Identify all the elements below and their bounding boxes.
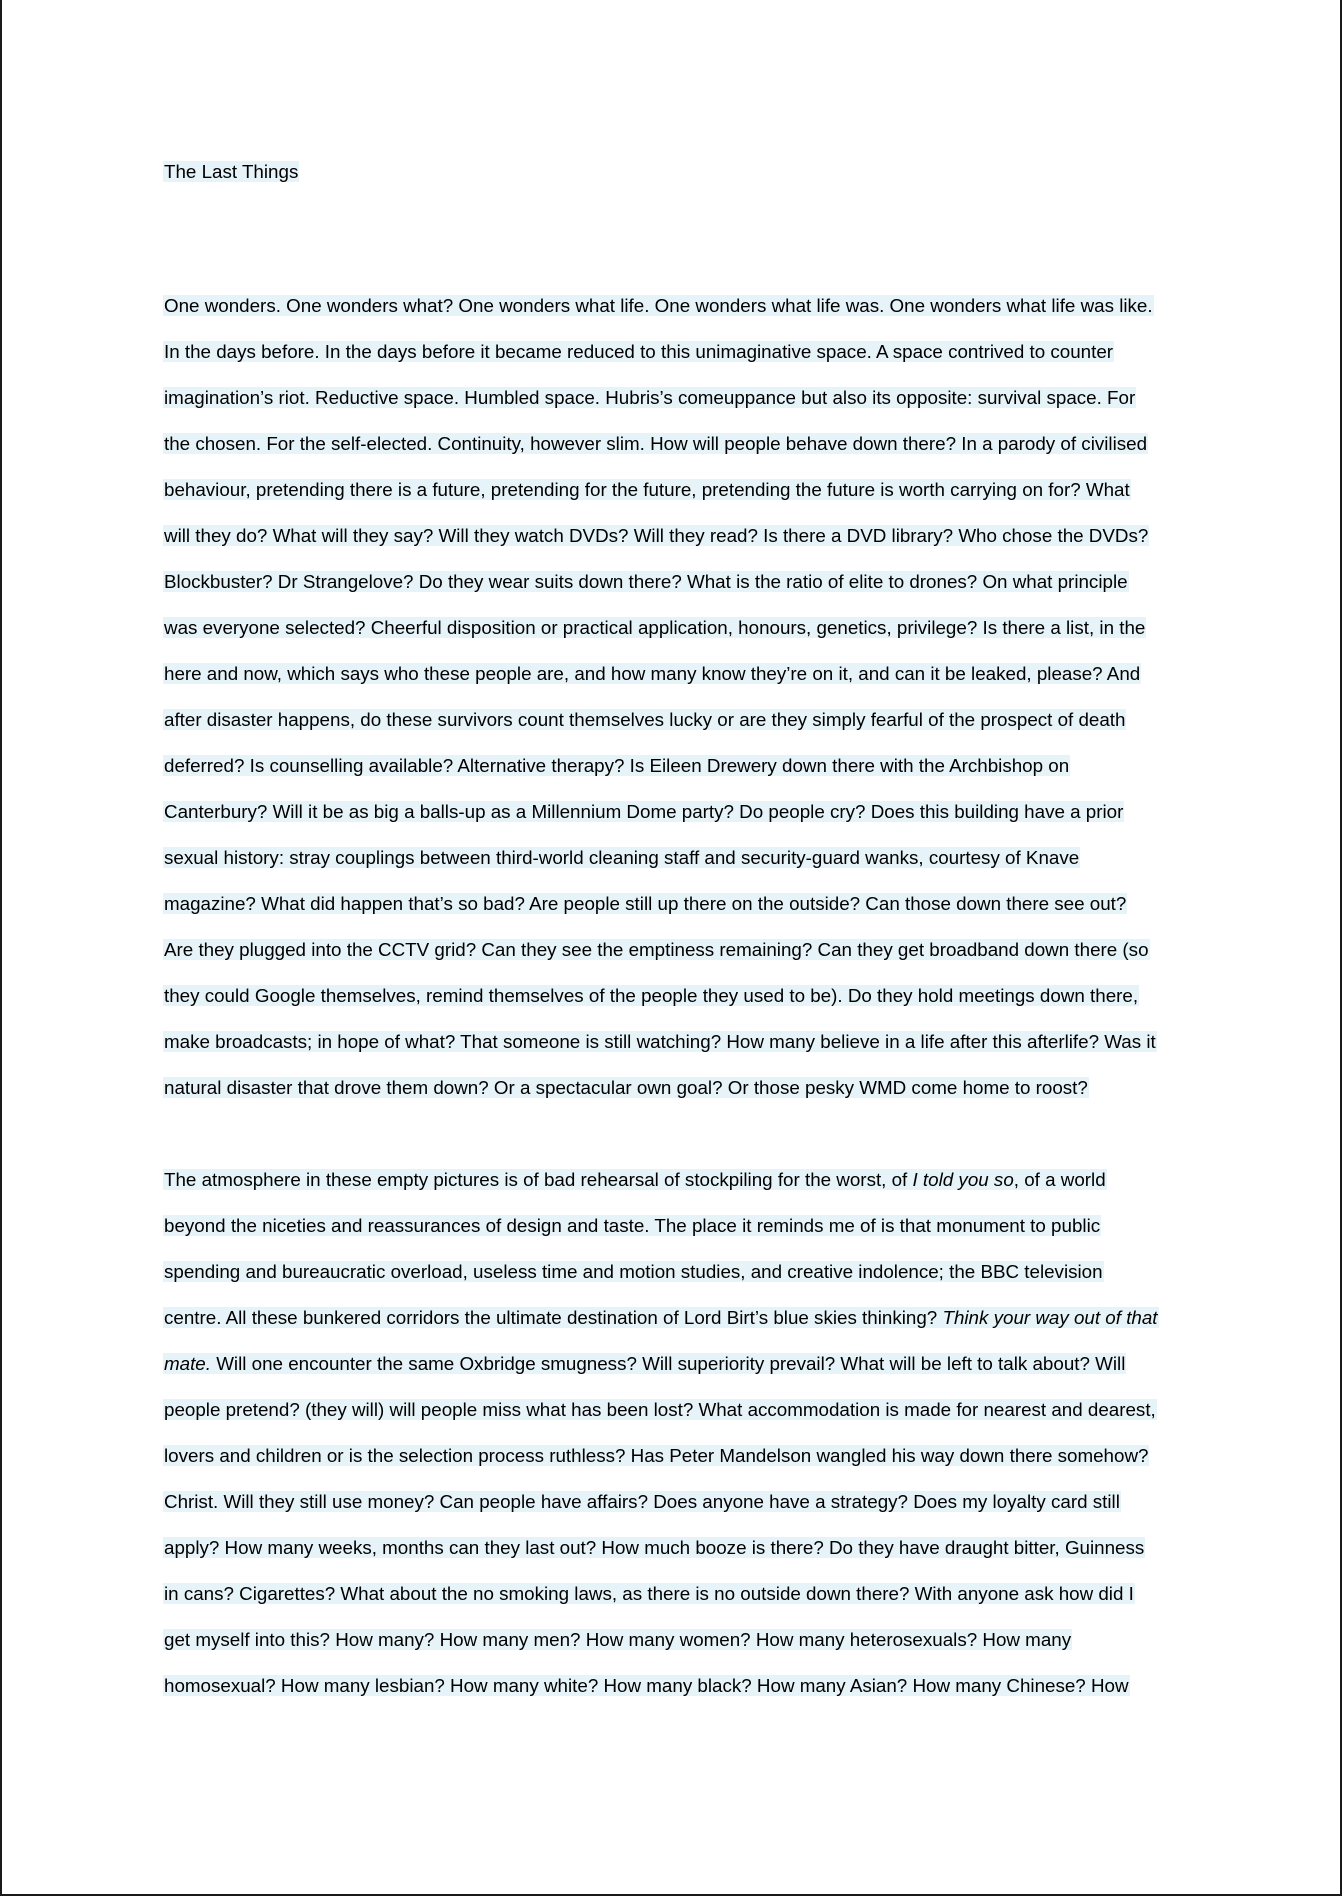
text-line [163,1672,1193,1718]
text-line [163,982,1193,1028]
text-line [163,1580,1193,1626]
line-text: lovers and children or is the selection process ruthless? Has Peter Mandelson wangled his way down there somehow? [164,1445,1149,1466]
line-text: sexual history: stray couplings between third-world cleaning staff and security-guard wanks, courtesy of Knave [164,847,1080,868]
line-text: here and now, which says who these people are, and how many know they’re on it, and can it be leaked, please? And [164,663,1141,684]
line-text: apply? How many weeks, months can they last out? How much booze is there? Do they have draught bitter, Guinness [164,1537,1145,1558]
line-text: deferred? Is counselling available? Alternative therapy? Is Eileen Drewery down there with the Archbishop on [164,755,1070,776]
line-text: they could Google themselves, remind themselves of the people they used to be). Do they hold meetings down there, [164,985,1139,1006]
text-run: centre. All these bunkered corridors the ultimate destination of Lord Birt’s blue skies thinking? [164,1307,943,1328]
document-title [163,158,299,186]
line-text: magazine? What did happen that’s so bad? Are people still up there on the outside? Can those down there see out? [164,893,1127,914]
text-line [163,1028,1193,1074]
title-text: The Last Things [164,161,299,182]
line-text: the chosen. For the self-elected. Continuity, however slim. How will people behave down there? In a parody of civilised [164,433,1148,454]
text-line [163,1258,1193,1304]
text-line [163,890,1193,936]
text-line [163,1442,1193,1488]
line-text: One wonders. One wonders what? One wonders what life. One wonders what life was. One wonders what life was like. [164,295,1153,316]
italic-text-run: mate. [164,1353,211,1374]
text-line [163,844,1193,890]
text-line [163,338,1193,384]
line-text: make broadcasts; in hope of what? That someone is still watching? How many believe in a life after this afterlife? Was it [164,1031,1156,1052]
line-text [163,1169,1107,1190]
line-text: In the days before. In the days before it became reduced to this unimaginative space. A space contrived to counter [164,341,1114,362]
text-run: Will one encounter the same Oxbridge smugness? Will superiority prevail? What will be left to talk about? Will [210,1353,1126,1374]
text-line [163,1304,1193,1350]
text-line [163,1166,1193,1212]
text-line [163,660,1193,706]
text-line [163,798,1193,844]
line-text [163,1307,1159,1328]
text-line [163,568,1193,614]
text-line [163,752,1193,798]
line-text: people pretend? (they will) will people miss what has been lost? What accommodation is made for nearest and dearest, [164,1399,1156,1420]
line-text: spending and bureaucratic overload, useless time and motion studies, and creative indolence; the BBC television [164,1261,1103,1282]
text-line [163,1350,1193,1396]
text-line [163,522,1193,568]
text-run: The atmosphere in these empty pictures is of bad rehearsal of stockpiling for the worst, of [164,1169,913,1190]
line-text: behaviour, pretending there is a future, pretending for the future, pretending the future is worth carrying on for? What [164,479,1130,500]
paragraph-2 [163,1166,1193,1718]
text-line [163,936,1193,982]
text-line [163,1396,1193,1442]
line-text: imagination’s riot. Reductive space. Humbled space. Hubris’s comeuppance but also its opposite: survival space. For [164,387,1136,408]
line-text: get myself into this? How many? How many men? How many women? How many heterosexuals? How many [164,1629,1072,1650]
line-text: homosexual? How many lesbian? How many white? How many black? How many Asian? How many Chinese? How [164,1675,1129,1696]
text-run: , of a world [1013,1169,1106,1190]
text-line [163,1626,1193,1672]
line-text: Canterbury? Will it be as big a balls-up as a Millennium Dome party? Do people cry? Does this building have a prior [164,801,1124,822]
text-line [163,1212,1193,1258]
italic-text-run: I told you so [912,1169,1014,1190]
line-text: will they do? What will they say? Will they watch DVDs? Will they read? Is there a DVD library? Who chose the DVDs? [164,525,1149,546]
text-line [163,430,1193,476]
line-text: Christ. Will they still use money? Can people have affairs? Does anyone have a strategy? Does my loyalty card still [164,1491,1120,1512]
paragraph-1 [163,292,1193,1120]
line-text: beyond the niceties and reassurances of design and taste. The place it reminds me of is that monument to public [164,1215,1101,1236]
text-line [163,292,1193,338]
text-line [163,1074,1193,1120]
text-line [163,614,1193,660]
line-text: in cans? Cigarettes? What about the no smoking laws, as there is no outside down there? With anyone ask how did I [164,1583,1134,1604]
text-line [163,384,1193,430]
line-text: after disaster happens, do these survivors count themselves lucky or are they simply fearful of the prospect of death [164,709,1126,730]
text-line [163,476,1193,522]
line-text: Blockbuster? Dr Strangelove? Do they wear suits down there? What is the ratio of elite to drones? On what principle [164,571,1128,592]
line-text [163,1353,1126,1374]
line-text: Are they plugged into the CCTV grid? Can they see the emptiness remaining? Can they get broadband down there (so [164,939,1149,960]
text-line [163,1534,1193,1580]
line-text: natural disaster that drove them down? Or a spectacular own goal? Or those pesky WMD come home to roost? [164,1077,1088,1098]
text-line [163,1488,1193,1534]
italic-text-run: Think your way out of that [942,1307,1158,1328]
line-text: was everyone selected? Cheerful disposition or practical application, honours, genetics, privilege? Is there a list, in the [164,617,1146,638]
text-line [163,706,1193,752]
